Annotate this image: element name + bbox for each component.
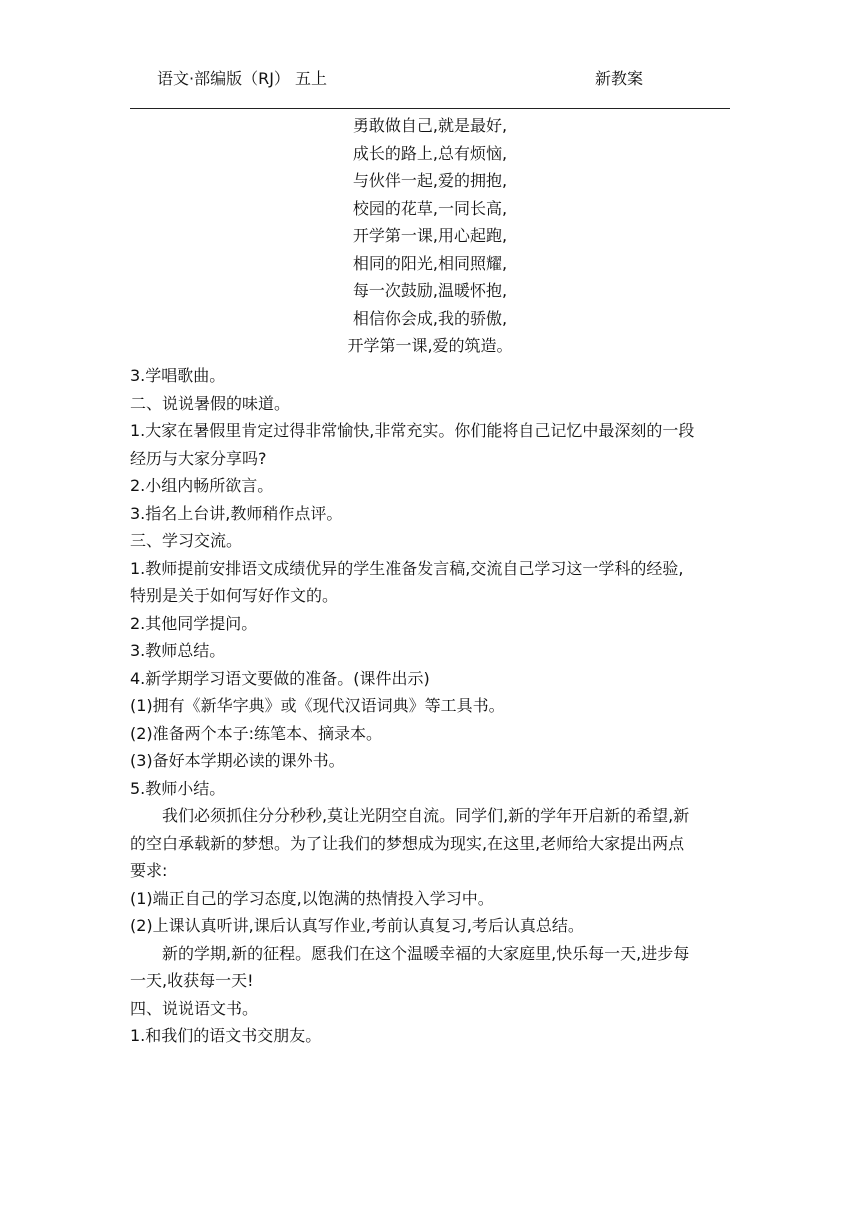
step-item: 1.教师提前安排语文成绩优异的学生准备发言稿,交流自己学习这一学科的经验, [130,558,684,578]
step-item: 1.大家在暑假里肯定过得非常愉快,非常充实。你们能将自己记忆中最深刻的一段 [130,421,695,440]
page-header [130,60,730,109]
sub-item: (1)端正自己的学习态度,以饱满的热情投入学习中。 [130,888,494,908]
song-lyrics [130,112,730,360]
lyric-line: 开学第一课,用心起跑, [352,226,508,245]
lyric-line: 相同的阳光,相同照耀, [352,253,508,273]
step-item-continued: 经历与大家分享吗? [130,448,267,468]
section-heading: 四、说说语文书。 [130,998,259,1018]
lyric-line: 开学第一课,爱的筑造。 [347,336,513,355]
step-item: 2.其他同学提问。 [130,613,258,633]
step-item: 1.和我们的语文书交朋友。 [130,1026,322,1045]
step-item: 5.教师小结。 [130,778,226,798]
header-doc-type: 新教案 [595,69,644,88]
lyric-line: 相信你会成,我的骄傲, [352,308,508,328]
lyric-line: 勇敢做自己,就是最好, [352,116,508,135]
step-item-continued: 特别是关于如何写好作文的。 [130,586,339,605]
step-item: 3.教师总结。 [130,641,226,660]
sub-item: (2)准备两个本子:练笔本、摘录本。 [130,723,383,743]
step-item: 3.指名上台讲,教师稍作点评。 [130,503,343,523]
section-heading: 二、说说暑假的味道。 [130,393,291,413]
lyric-line: 每一次鼓励,温暖怀抱, [352,281,508,300]
sub-item: (3)备好本学期必读的课外书。 [130,751,345,770]
step-item: 2.小组内畅所欲言。 [130,476,274,495]
header-subject: 语文·部编版（RJ） 五上 [157,69,328,88]
paragraph-line: 我们必须抓住分分秒秒,莫让光阴空自流。同学们,新的学年开启新的希望,新 [162,806,690,825]
step-item: 3.学唱歌曲。 [130,366,226,385]
paragraph-line: 要求: [130,861,168,880]
step-item: 4.新学期学习语文要做的准备。(课件出示) [130,668,430,688]
section-heading: 三、学习交流。 [130,531,243,550]
lesson-body [130,362,732,1050]
lyric-line: 校园的花草,一同长高, [352,198,508,218]
lyric-line: 成长的路上,总有烦恼, [352,143,508,163]
sub-item: (1)拥有《新华字典》或《现代汉语词典》等工具书。 [130,696,505,715]
lyric-line: 与伙伴一起,爱的拥抱, [352,171,508,190]
paragraph-line: 一天,收获每一天! [130,971,254,990]
paragraph-line: 的空白承载新的梦想。为了让我们的梦想成为现实,在这里,老师给大家提出两点 [130,833,685,853]
paragraph-line: 新的学期,新的征程。愿我们在这个温暖幸福的大家庭里,快乐每一天,进步每 [162,943,690,963]
sub-item: (2)上课认真听讲,课后认真写作业,考前认真复习,考后认真总结。 [130,916,584,935]
